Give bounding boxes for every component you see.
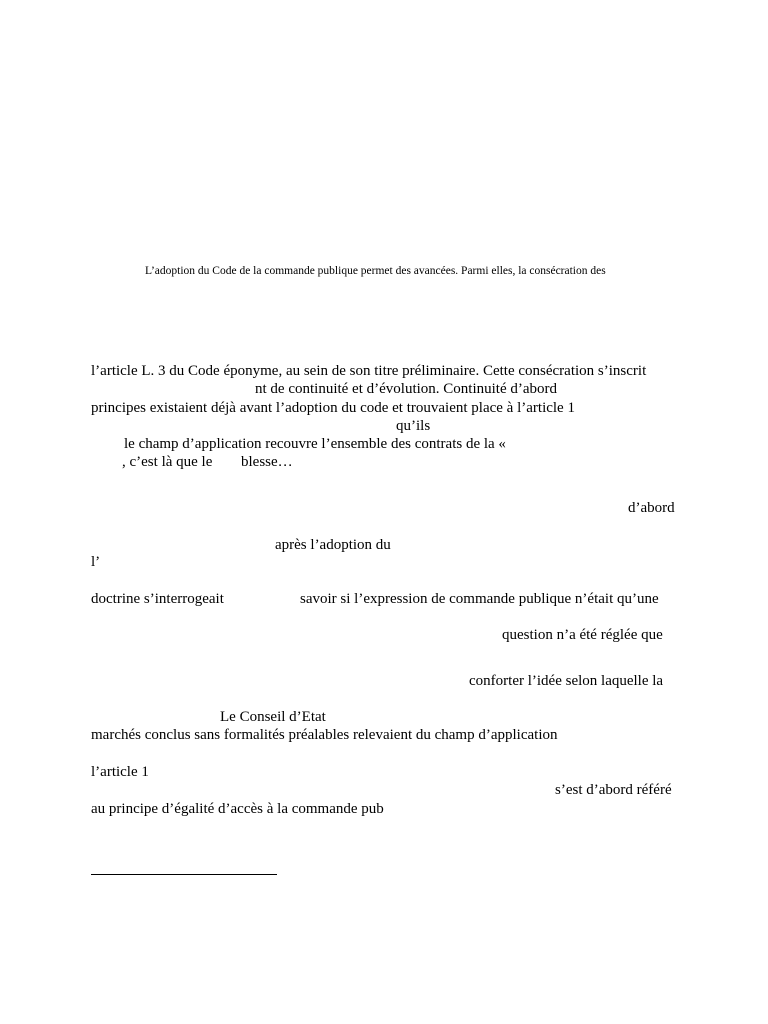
text-line: savoir si l’expression de commande publique n’était qu’une	[300, 591, 659, 607]
footnote-separator	[91, 874, 277, 875]
text-line: nt de continuité et d’évolution. Continuité d’abord	[255, 381, 558, 397]
text-line: au principe d’égalité d’accès à la commande pub	[91, 801, 384, 817]
text-line: l’article L. 3 du Code éponyme, au sein de son titre préliminaire. Cette consécration s’inscrit	[91, 363, 647, 379]
text-line: le champ d’application recouvre l’ensemble des contrats de la «	[124, 436, 506, 452]
text-line: conforter l’idée selon laquelle la	[469, 673, 664, 689]
text-line: blesse…	[241, 454, 293, 470]
text-line: d’abord	[628, 500, 675, 516]
text-line: principes existaient déjà avant l’adoption du code et trouvaient place à l’article 1	[91, 400, 575, 416]
text-line: question n’a été réglée que	[502, 627, 663, 643]
text-line: qu’ils	[396, 418, 431, 434]
intro-line: L’adoption du Code de la commande publique permet des avancées. Parmi elles, la consécration des	[145, 265, 606, 277]
text-line: Le Conseil d’Etat	[220, 709, 326, 725]
text-line: doctrine s’interrogeait	[91, 591, 224, 607]
text-line: l’	[91, 554, 101, 570]
text-line: l’article 1	[91, 764, 149, 780]
text-line: marchés conclus sans formalités préalables relevaient du champ d’application	[91, 727, 558, 743]
text-line: , c’est là que le	[122, 454, 213, 470]
text-line: s’est d’abord référé	[555, 782, 672, 798]
text-line: après l’adoption du	[275, 537, 391, 553]
